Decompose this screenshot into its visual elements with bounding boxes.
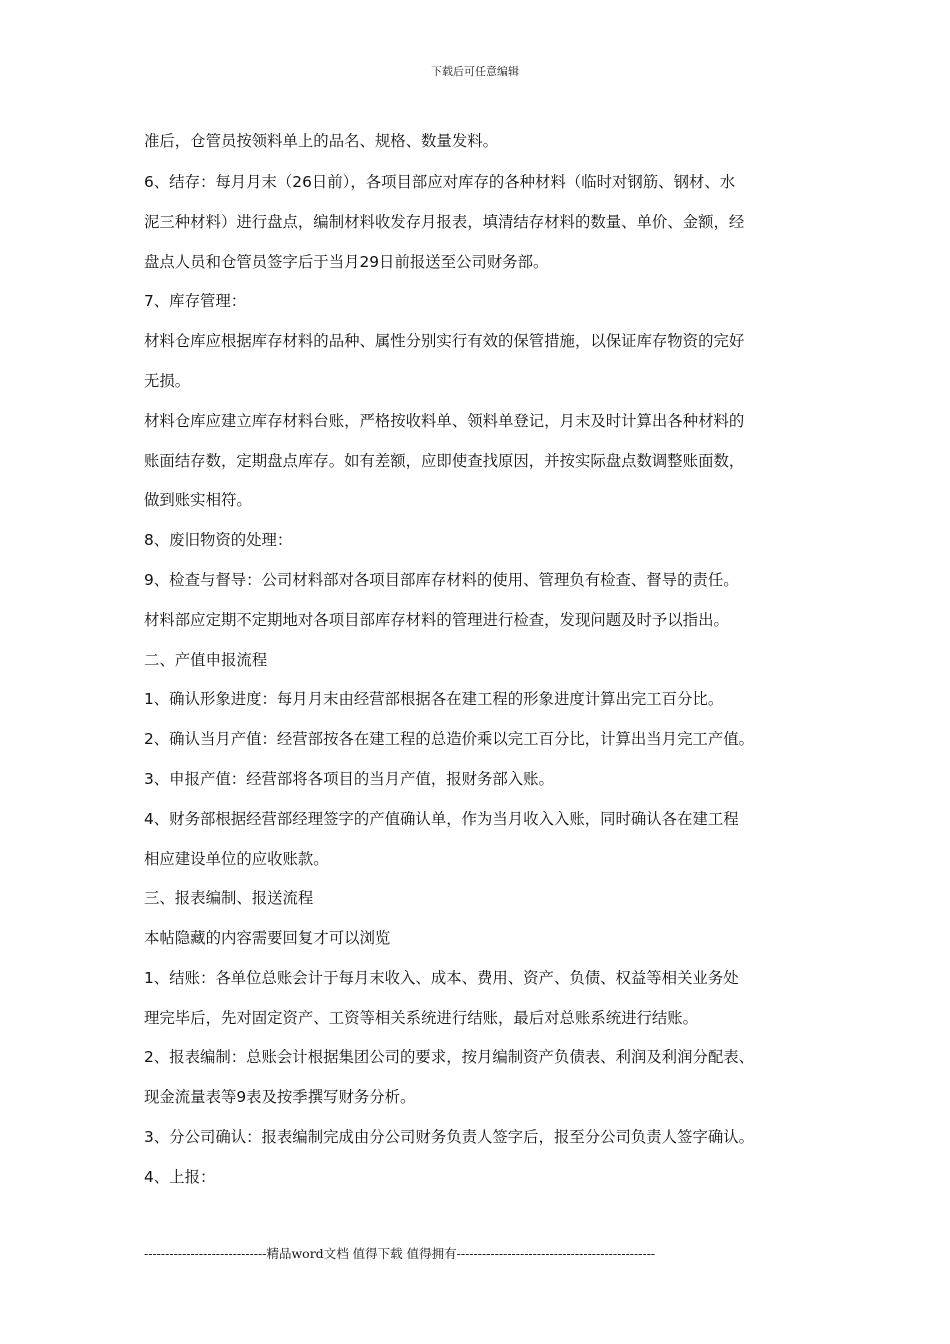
text-line: 无损。: [144, 372, 191, 390]
section-heading: 二、产值申报流程: [144, 651, 268, 669]
text-line: 9、检查与督导：公司材料部对各项目部库存材料的使用、管理负有检查、督导的责任。: [144, 571, 739, 589]
text-line: 盘点人员和仓管员签字后于当月29日前报送至公司财务部。: [144, 253, 549, 271]
text-line: 材料仓库应建立库存材料台账，严格按收料单、领料单登记，月末及时计算出各种材料的: [144, 412, 745, 430]
text-line: 泥三种材料）进行盘点，编制材料收发存月报表，填清结存材料的数量、单价、金额，经: [144, 213, 745, 231]
text-line: 本帖隐藏的内容需要回复才可以浏览: [144, 929, 391, 947]
text-line: 相应建设单位的应收账款。: [144, 850, 329, 868]
page-footer: -----------------------------精品word文档 值得下载 值得拥有-----------------------------------------------: [144, 1246, 656, 1261]
text-line: 理完毕后，先对固定资产、工资等相关系统进行结账，最后对总账系统进行结账。: [144, 1009, 699, 1027]
text-line: 2、报表编制：总账会计根据集团公司的要求，按月编制资产负债表、利润及利润分配表、: [144, 1048, 755, 1066]
text-line: 1、结账：各单位总账会计于每月末收入、成本、费用、资产、负债、权益等相关业务处: [144, 969, 739, 987]
text-line: 6、结存：每月月末（26日前），各项目部应对库存的各种材料（临时对钢筋、钢材、水: [144, 173, 736, 191]
text-line: 准后，仓管员按领料单上的品名、规格、数量发料。: [144, 132, 498, 150]
text-line: 账面结存数，定期盘点库存。如有差额，应即使查找原因，并按实际盘点数调整账面数，: [144, 452, 745, 470]
page-header: 下载后可任意编辑: [431, 65, 519, 78]
text-line: 做到账实相符。: [144, 491, 252, 509]
text-line: 2、确认当月产值：经营部按各在建工程的总造价乘以完工百分比，计算出当月完工产值。: [144, 730, 755, 748]
text-line: 现金流量表等9表及按季撰写财务分析。: [144, 1088, 416, 1106]
section-heading: 8、废旧物资的处理：: [144, 531, 293, 549]
section-heading: 4、上报：: [144, 1168, 216, 1186]
text-line: 3、分公司确认：报表编制完成由分公司财务负责人签字后，报至分公司负责人签字确认。: [144, 1128, 755, 1146]
section-heading: 7、库存管理：: [144, 292, 247, 310]
text-line: 4、财务部根据经营部经理签字的产值确认单，作为当月收入入账，同时确认各在建工程: [144, 810, 739, 828]
section-heading: 三、报表编制、报送流程: [144, 889, 314, 907]
text-line: 材料部应定期不定期地对各项目部库存材料的管理进行检查，发现问题及时予以指出。: [144, 611, 729, 629]
text-line: 3、申报产值：经营部将各项目的当月产值，报财务部入账。: [144, 770, 554, 788]
text-line: 材料仓库应根据库存材料的品种、属性分别实行有效的保管措施，以保证库存物资的完好: [144, 332, 745, 350]
text-line: 1、确认形象进度：每月月末由经营部根据各在建工程的形象进度计算出完工百分比。: [144, 690, 724, 708]
